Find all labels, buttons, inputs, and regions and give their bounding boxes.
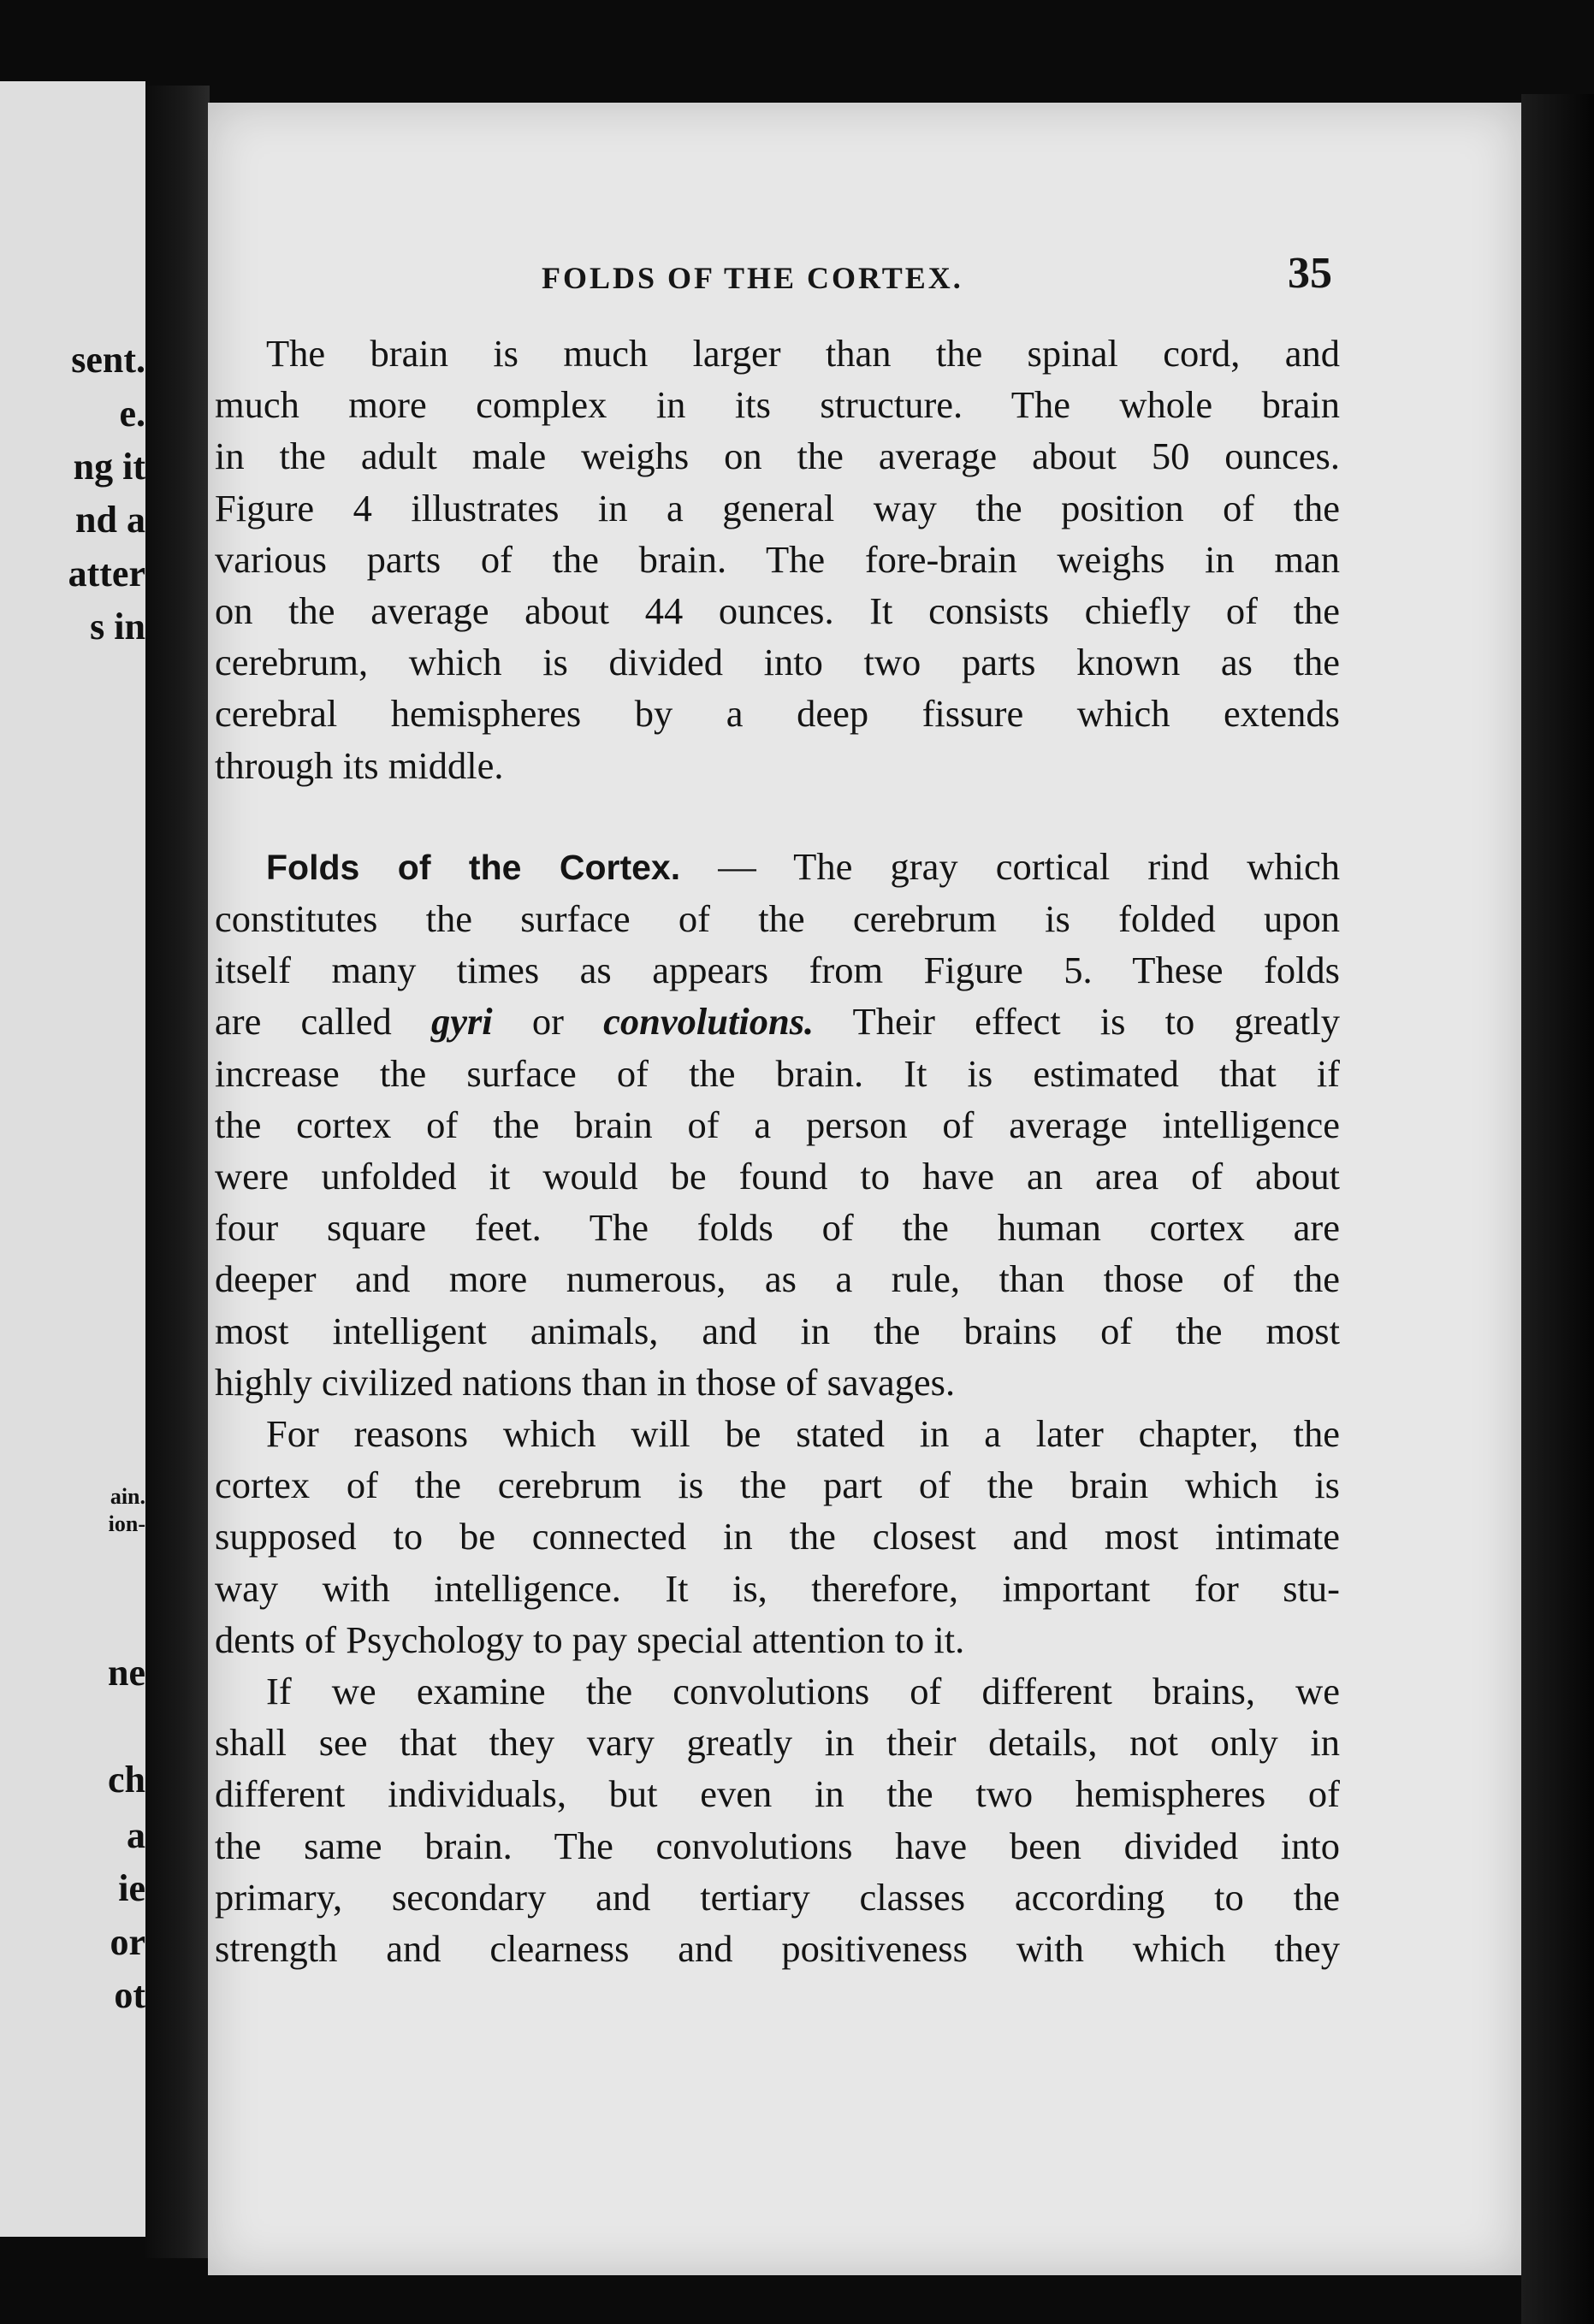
left-fragment-text: sent.	[71, 339, 145, 381]
book-spine-shadow	[145, 86, 210, 2258]
text-run: are called	[215, 1000, 431, 1044]
section-heading-rest: — The gray cortical rind which	[680, 844, 1340, 888]
left-fragment-text: ain.	[110, 1484, 145, 1509]
left-fragment-text: e.	[119, 393, 145, 435]
text-line: cerebral hemispheres by a deep fissure which extends	[215, 692, 1340, 736]
page-number: 35	[1288, 249, 1332, 298]
page-header	[208, 248, 1521, 316]
text-line: cortex of the cerebrum is the part of the brain which is	[215, 1464, 1340, 1507]
text-line: For reasons which will be stated in a later chapter, the	[266, 1412, 1340, 1456]
left-fragment-text: s in	[90, 606, 145, 648]
left-fragment-text: ie	[118, 1867, 145, 1909]
section-heading: Folds of the Cortex.	[266, 847, 681, 887]
text-line: supposed to be connected in the closest and most intimate	[215, 1515, 1340, 1558]
text-line: primary, secondary and tertiary classes according to the	[215, 1875, 1340, 1919]
left-fragment-text: or	[110, 1921, 145, 1963]
left-fragment-text: atter	[68, 553, 145, 594]
left-fragment-text: nd a	[75, 499, 145, 541]
text-line: strength and clearness and positiveness with which they	[215, 1927, 1340, 1971]
text-line: increase the surface of the brain. It is estimated that if	[215, 1051, 1340, 1095]
text-line: various parts of the brain. The fore-brain weighs in man	[215, 537, 1340, 581]
running-head: FOLDS OF THE CORTEX.	[542, 261, 963, 295]
text-line: most intelligent animals, and in the brains of the most	[215, 1309, 1340, 1352]
text-run: or	[492, 1000, 604, 1044]
left-fragment-text: ne	[108, 1652, 145, 1694]
section-paragraph	[215, 841, 1340, 1408]
emphasized-term: convolutions.	[603, 1000, 815, 1044]
text-line: If we examine the convolutions of different brains, we	[266, 1670, 1340, 1713]
page-edge-shadow	[1521, 94, 1594, 2324]
text-line: four square feet. The folds of the human cortex are	[215, 1206, 1340, 1250]
paragraph	[215, 1665, 1340, 1974]
text-line: dents of Psychology to pay special attention to it.	[215, 1617, 965, 1661]
text-line	[215, 841, 1340, 893]
left-fragment-text: ch	[108, 1759, 145, 1801]
text-line: shall see that they vary greatly in their details, not only in	[215, 1721, 1340, 1765]
page-body	[215, 328, 1340, 1974]
text-line: on the average about 44 ounces. It consists chiefly of the	[215, 589, 1340, 633]
text-line: deeper and more numerous, as a rule, than those of the	[215, 1257, 1340, 1301]
left-fragment-text: ion-	[108, 1511, 145, 1536]
text-line	[215, 996, 1340, 1047]
text-line: in the adult male weighs on the average about 50 ounces.	[215, 435, 1340, 478]
paragraph	[215, 328, 1340, 791]
text-line: different individuals, but even in the two hemispheres of	[215, 1772, 1340, 1816]
left-fragment-text: a	[127, 1814, 145, 1856]
text-line: The brain is much larger than the spinal cord, and	[266, 332, 1340, 375]
text-line: constitutes the surface of the cerebrum is folded upon	[215, 897, 1340, 941]
text-line: way with intelligence. It is, therefore, important for stu-	[215, 1566, 1340, 1610]
text-line: highly civilized nations than in those of savages.	[215, 1360, 956, 1404]
text-line: much more complex in its structure. The whole brain	[215, 383, 1340, 427]
text-line: Figure 4 illustrates in a general way the position of the	[215, 486, 1340, 529]
text-line: cerebrum, which is divided into two parts known as the	[215, 641, 1340, 684]
left-page-fragment	[0, 81, 145, 2237]
text-line: the same brain. The convolutions have been divided into	[215, 1824, 1340, 1867]
text-line: the cortex of the brain of a person of average intelligence	[215, 1103, 1340, 1146]
book-page	[208, 103, 1521, 2275]
paragraph	[215, 1408, 1340, 1665]
text-run: Their effect is to greatly	[814, 1000, 1340, 1044]
emphasized-term: gyri	[430, 1000, 493, 1044]
text-line: through its middle.	[215, 743, 504, 787]
text-line: itself many times as appears from Figure 5. These folds	[215, 949, 1340, 992]
text-line: were unfolded it would be found to have an area of about	[215, 1155, 1340, 1198]
left-fragment-text: ot	[114, 1974, 145, 2016]
left-fragment-text: ng it	[73, 446, 145, 488]
